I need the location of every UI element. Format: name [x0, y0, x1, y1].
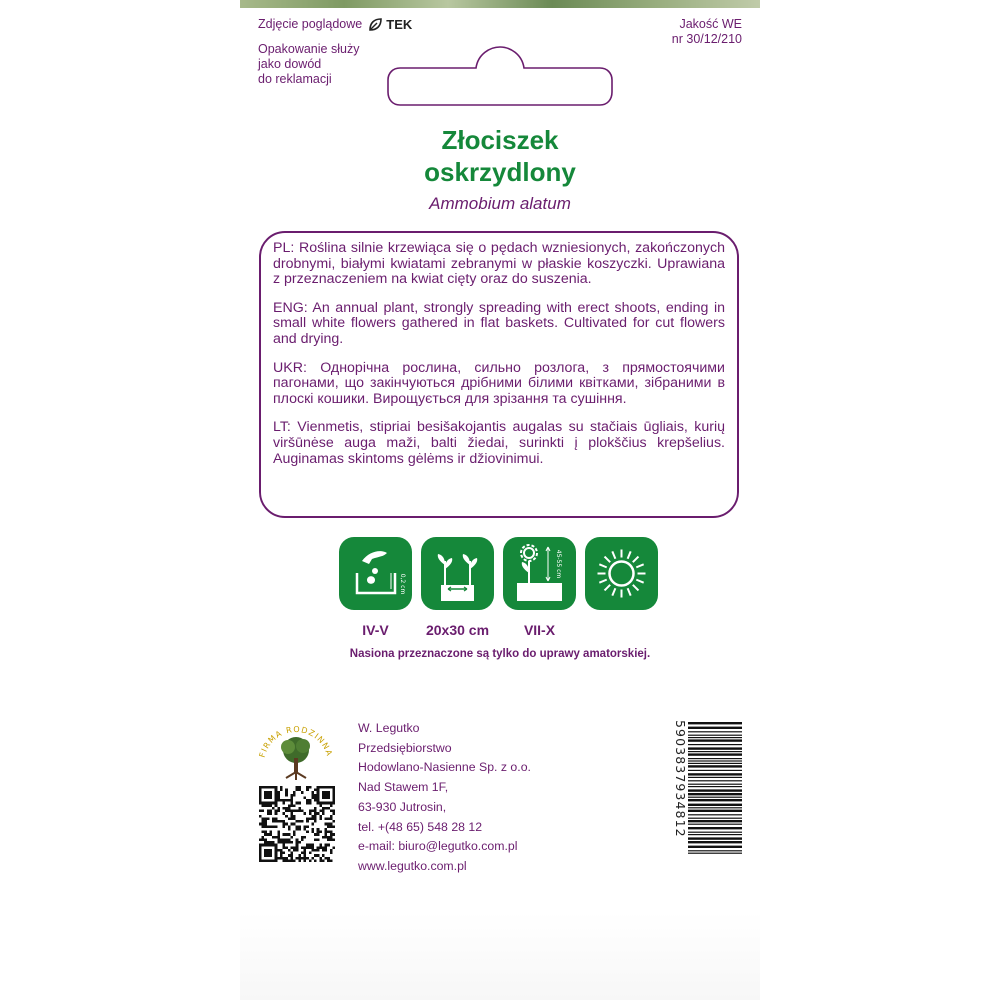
leaf-icon	[368, 17, 383, 32]
packaging-note	[258, 42, 359, 87]
product-name-line-2: oskrzydlony	[424, 157, 576, 187]
tek-label: TEK	[386, 17, 413, 32]
company-email: e-mail: biuro@legutko.com.pl	[358, 839, 518, 854]
sowing-period-label: IV-V	[362, 622, 389, 638]
cultivation-labels	[339, 622, 669, 640]
flowering-icon	[503, 537, 576, 610]
company-name: W. Legutko	[358, 721, 420, 735]
description-lt: LT: Vienmetis, stipriai besišakojantis augalas su stačiais ūgliais, kurių viršūnėse auga maži, balti žiedai, surinkti į plokščius krepšelius. Auginamas skintoms gėlėms ir džiovinimui.	[273, 419, 725, 467]
description-ukr: UKR: Однорічна рослина, сильно розлога, з прямостоячими пагонами, що закінчуються дрібними білими квітками, зібраними в плоскі кошики. Вирощується для зрізання та сушіння.	[273, 359, 725, 407]
quality-block	[672, 17, 742, 47]
company-street: Nad Stawem 1F,	[358, 780, 449, 795]
family-business-logo	[256, 720, 336, 784]
packet-bottom-fold	[240, 912, 760, 1000]
tek-badge	[368, 17, 412, 32]
flowering-period-label: VII-X	[523, 622, 556, 638]
product-name-line-1: Złociszek	[441, 125, 559, 155]
packaging-note-line: Opakowanie służy	[258, 42, 360, 56]
product-title	[240, 124, 760, 188]
company-line: Przedsiębiorstwo	[358, 740, 452, 755]
qr-code	[259, 786, 335, 862]
photo-strip	[240, 0, 760, 8]
cultivation-icons	[339, 537, 658, 610]
packaging-note-line: do reklamacji	[258, 72, 332, 86]
description-eng: ENG: An annual plant, strongly spreading with erect shoots, ending in small white flowers gathered in flat baskets. Cultivated for cut flowers and drying.	[273, 299, 725, 347]
latin-name: Ammobium alatum	[429, 194, 571, 213]
sowing-depth-text: 0,2 cm	[399, 573, 406, 595]
plant-height-text: 45-55 cm	[555, 549, 562, 579]
logo-text: FIRMA RODZINNA	[257, 724, 335, 759]
seed-packet-back	[240, 0, 760, 1000]
company-address	[358, 719, 531, 877]
spacing-icon	[421, 537, 494, 610]
sample-note-block	[258, 17, 412, 32]
date-stamp-field	[386, 46, 614, 108]
description-box	[259, 231, 739, 518]
barcode	[670, 718, 744, 860]
description-pl: PL: Roślina silnie krzewiąca się o pędach wzniesionych, zakończonych drobnymi, białymi kwiatami zebranymi w płaskie koszyczki. Uprawiana z przeznaczeniem na kwiat cięty oraz do suszenia.	[273, 240, 725, 288]
sun-icon	[585, 537, 658, 610]
company-city: 63-930 Jutrosin,	[358, 799, 447, 814]
company-line: Hodowlano-Nasienne Sp. z o.o.	[358, 760, 531, 775]
quality-line-1: Jakość WE	[679, 17, 742, 31]
sowing-icon	[339, 537, 412, 610]
spacing-label: 20x30 cm	[425, 622, 490, 638]
company-phone: tel. +(48 65) 548 28 12	[358, 819, 483, 834]
sample-note: Zdjęcie poglądowe	[258, 17, 363, 31]
packaging-note-line: jako dowód	[258, 57, 322, 71]
barcode-number: 5903837934812	[673, 720, 688, 838]
amateur-use-note: Nasiona przeznaczone są tylko do uprawy amatorskiej.	[349, 648, 651, 660]
quality-line-2: nr 30/12/210	[671, 32, 742, 46]
company-website: www.legutko.com.pl	[358, 858, 467, 873]
